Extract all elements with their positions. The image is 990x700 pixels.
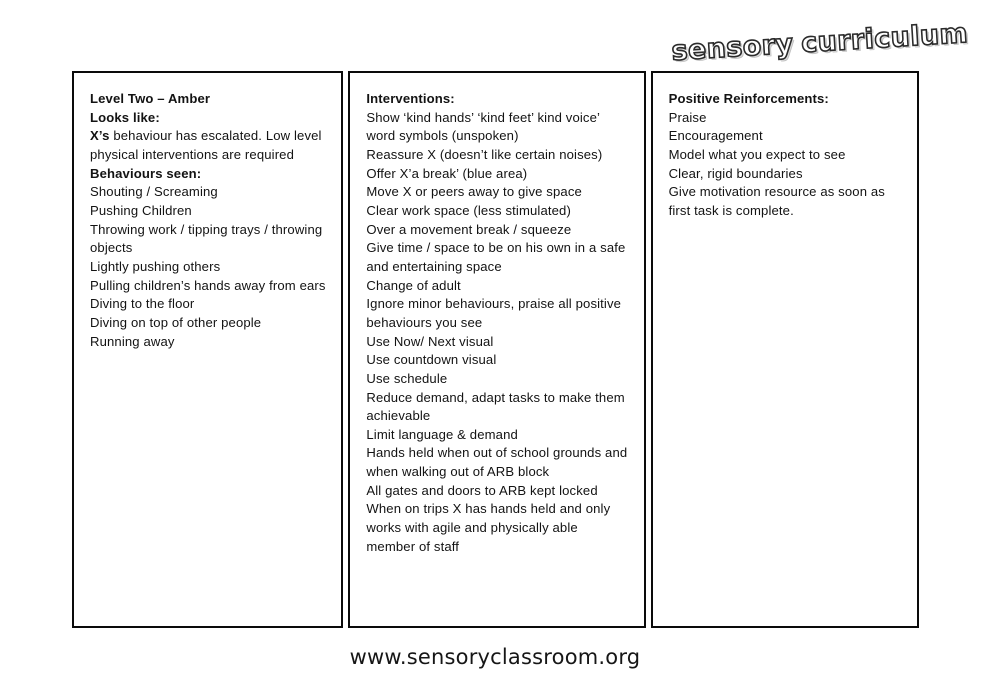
- reinforcement-item: Praise: [668, 109, 707, 125]
- reinforcement-item: Give motivation resource as soon as first task is complete.: [668, 184, 885, 218]
- level-description-rest: behaviour has escalated. Low level physical interventions are required: [90, 128, 322, 162]
- intervention-item: When on trips X has hands held and only works with agile and physically able member of staff: [366, 501, 611, 554]
- behaviour-item: Running away: [90, 333, 175, 349]
- intervention-item: Offer X’a break’ (blue area): [366, 165, 528, 181]
- intervention-item: Use schedule: [366, 370, 448, 386]
- reinforcement-item: Model what you expect to see: [668, 146, 846, 162]
- column-level-two-amber: [72, 71, 343, 628]
- three-column-sheet: [72, 71, 919, 628]
- level-description-lead: X’s: [90, 128, 110, 144]
- behaviour-item: Shouting / Screaming: [90, 184, 218, 200]
- behaviour-item: Pushing Children: [90, 202, 192, 218]
- behaviour-item: Throwing work / tipping trays / throwing objects: [90, 221, 323, 256]
- intervention-item: Reassure X (doesn’t like certain noises): [366, 146, 603, 162]
- intervention-item: Ignore minor behaviours, praise all positive behaviours you see: [366, 296, 622, 330]
- intervention-item: All gates and doors to ARB kept locked: [366, 482, 598, 498]
- brand-word-curriculum: curriculum: [800, 18, 969, 60]
- behaviour-item: Diving on top of other people: [90, 314, 262, 330]
- interventions-list: [366, 109, 629, 557]
- brand-word-sensory: sensory: [670, 28, 795, 68]
- interventions-heading: Interventions:: [366, 91, 455, 106]
- behaviours-list: [90, 183, 327, 351]
- footer-url: www.sensoryclassroom.org: [349, 645, 641, 669]
- intervention-item: Use Now/ Next visual: [366, 333, 494, 349]
- behaviour-item: Lightly pushing others: [90, 258, 221, 274]
- intervention-item: Use countdown visual: [366, 352, 497, 368]
- intervention-item: Show ‘kind hands’ ‘kind feet’ kind voice’ word symbols (unspoken): [366, 109, 600, 144]
- level-title: Level Two – Amber: [90, 91, 211, 106]
- level-description: [90, 127, 327, 164]
- intervention-item: Over a movement break / squeeze: [366, 221, 572, 237]
- intervention-item: Clear work space (less stimulated): [366, 202, 571, 218]
- reinforcements-heading: Positive Reinforcements:: [668, 91, 829, 106]
- intervention-item: Give time / space to be on his own in a safe and entertaining space: [366, 240, 626, 274]
- looks-like-heading: Looks like:: [90, 109, 160, 125]
- behaviour-item: Diving to the floor: [90, 296, 195, 312]
- brand-logo: [671, 18, 969, 67]
- reinforcement-item: Encouragement: [668, 128, 763, 144]
- behaviours-seen-heading: Behaviours seen:: [90, 165, 202, 181]
- intervention-item: Move X or peers away to give space: [366, 184, 582, 200]
- column-interventions: [348, 71, 645, 628]
- intervention-item: Hands held when out of school grounds and when walking out of ARB block: [366, 445, 628, 480]
- reinforcement-item: Clear, rigid boundaries: [668, 165, 803, 181]
- column-positive-reinforcements: [651, 71, 919, 628]
- behaviour-item: Pulling children’s hands away from ears: [90, 277, 326, 293]
- intervention-item: Change of adult: [366, 277, 461, 293]
- intervention-item: Reduce demand, adapt tasks to make them achievable: [366, 389, 625, 424]
- intervention-item: Limit language & demand: [366, 426, 518, 442]
- reinforcements-list: [669, 109, 903, 221]
